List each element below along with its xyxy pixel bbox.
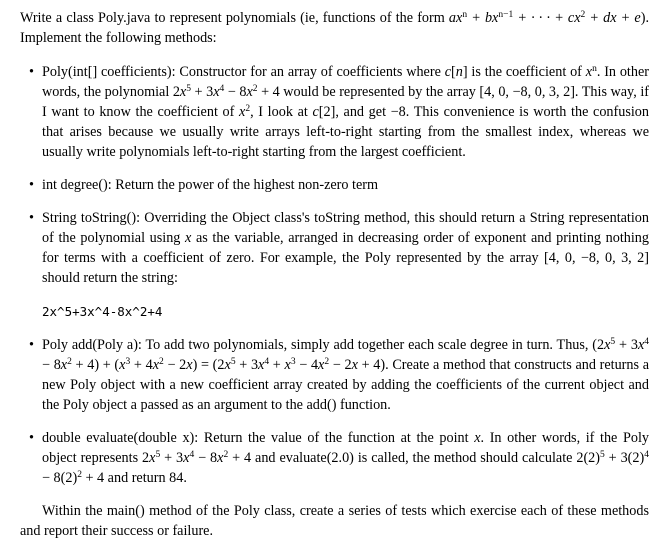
method-item-degree: • int degree(): Return the power of the highest non-zero term <box>29 177 379 193</box>
bullet: • <box>29 210 34 226</box>
code-example: 2x^5+3x^4-8x^2+4 <box>42 304 163 319</box>
method-item-constructor: • Poly(int[] coefficients): Constructor for an array of coefficients where c[n] is the coefficient of $x^n$. In other words, the polynomial $2x^5 + 3x^4 - 8x^2 + 4$ would be represented by the array [4, 0, −8, 0, 3, 2]. This way, if I want to know the coefficient of $x^2$, I look at c[2], and get −8. This convenience is worth the confusion that arises because we usually write arrays left-to-right starting from the smallest index, whereas we usually write polynomials left-to-right starting from the largest coefficient. <box>29 64 649 160</box>
intro-paragraph: Write a class Poly.java to represent polynomials (ie, functions of the form $ax^n + bx^{n-1}$ + · · · + $cx^2$ + dx + e). Implement the following methods: <box>20 10 649 46</box>
outro-paragraph: Within the main() method of the Poly class, create a series of tests which exercise each of these methods and report their success or failure. <box>20 503 649 539</box>
bullet: • <box>29 64 34 80</box>
bullet: • <box>29 177 34 193</box>
bullet: • <box>29 337 34 353</box>
method-item-evaluate: • double evaluate(double x): Return the value of the function at the point x. In other words, if the Poly object represents $2x^5 + 3x^4 - 8x^2 + 4$ and evaluate(2.0) is called, the method should calculate $2(2)^5 + 3(2)^4 - 8(2)^2 + 4$ and return 84. <box>29 430 649 486</box>
bullet: • <box>29 430 34 446</box>
method-list <box>20 62 649 488</box>
formula-term: ax <box>448 10 463 26</box>
method-item-add: • Poly add(Poly a): To add two polynomials, simply add together each scale degree in turn. Thus, $(2x^5 + 3x^4 - 8x^2 + 4) + (x^3 + 4x^2 - 2x) = (2x^5 + 3x^4 + x^3 - 4x^2 - 2x + 4)$. Create a method that constructs and returns a new Poly object with a new coefficient array created by adding the coefficients of the current object and the Poly object a passed as an argument to the add() function. <box>29 337 650 413</box>
method-item-tostring: • String toString(): Overriding the Object class's toString method, this should return a String representation of the polynomial using x as the variable, arranged in decreasing order of exponent and printing nothing for terms with a coefficient of zero. For example, the Poly represented by the array [4, 0, −8, 0, 3, 2] should return the string: 2x^5+3x^4-8x^2+4 <box>20 208 649 322</box>
